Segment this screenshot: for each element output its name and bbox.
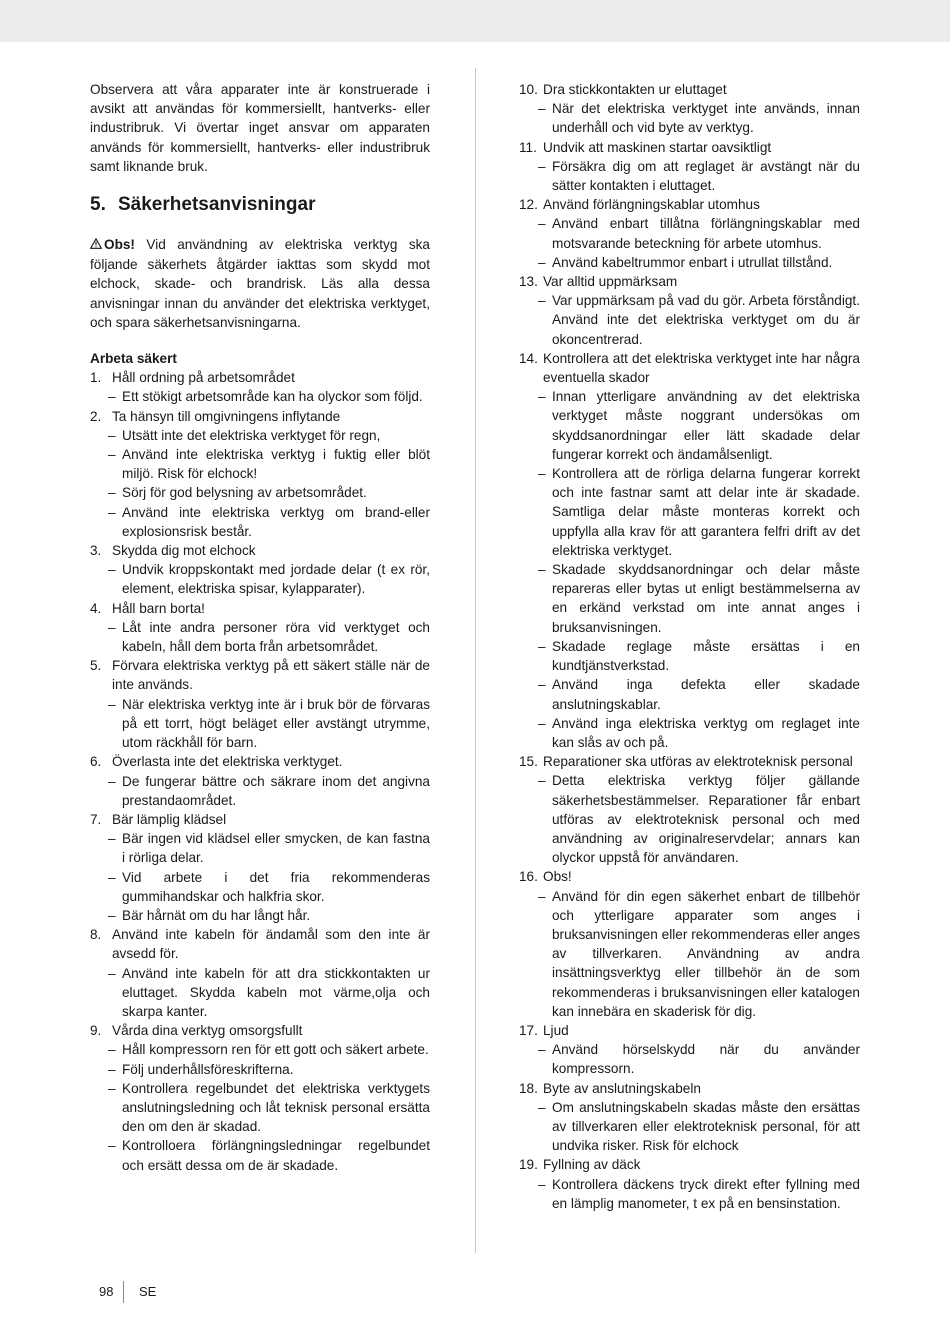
dash-marker: – [538,773,546,789]
item-number: 17. [519,1022,538,1038]
dash-marker: – [108,1061,116,1077]
bullet-item [519,675,860,713]
bullet-text: Använd enbart tillåtna förlängningskablar med motsvarande beteckning för arbete utomhus. [552,216,860,251]
list-item [90,368,430,406]
left-numbered-list [90,368,430,1175]
list-item [90,925,430,1021]
item-number: 8. [90,927,102,943]
bullet-item [519,291,860,349]
list-item [90,541,430,599]
dash-marker: – [538,293,546,309]
dash-marker: – [108,504,116,520]
bullet-list [519,157,860,195]
item-number: 7. [90,811,102,827]
item-title-text: Skydda dig mot elchock [112,543,256,559]
dash-marker: – [538,466,546,482]
bullet-text: Innan ytterligare användning av det elektriska verktyget måste noggrant undersökas om skyddsanordningar eller lätt skadade delar fungerar korrekt och ändamålsenligt. [552,389,860,462]
bullet-text: Använd inte elektriska verktyg i fuktig eller blöt miljö. Risk för elchock! [122,447,430,482]
dash-marker: – [538,888,546,904]
list-item [519,752,860,867]
bullet-list [90,964,430,1022]
item-number: 5. [90,658,102,674]
bullet-list [519,771,860,867]
dash-marker: – [538,562,546,578]
item-title-text: Kontrollera att det elektriska verktyget inte har några eventuella skador [543,350,860,386]
left-column [90,80,430,1175]
bullet-item [90,560,430,598]
dash-marker: – [538,677,546,693]
dash-marker: – [538,1042,546,1058]
bullet-text: Kontrolloera förlängningsledningar regelbundet och ersätt dessa om de är skadade. [122,1138,430,1173]
item-number: 18. [519,1080,538,1096]
dash-marker: – [108,389,116,405]
item-title-text: Använd inte kabeln för ändamål som den inte är avsedd för. [112,927,430,962]
list-item [519,80,860,138]
list-item [90,599,430,657]
list-item [519,138,860,196]
item-title [519,138,860,157]
bullet-item [519,157,860,195]
item-title [90,925,430,963]
item-number: 4. [90,600,102,616]
item-title-text: Reparationer ska utföras av elektroteknisk personal [543,754,853,770]
dash-marker: – [538,1176,546,1192]
item-number: 19. [519,1157,538,1173]
bullet-text: Låt inte andra personer röra vid verktyget och kabeln, håll dem borta från arbetsområdet. [122,619,430,655]
item-number: 13. [519,274,538,290]
bullet-item [90,906,430,925]
bullet-item [519,1098,860,1156]
bullet-item [90,387,430,406]
item-number: 2. [90,408,102,424]
dash-marker: – [108,773,116,789]
dash-marker: – [108,869,116,885]
dash-marker: – [108,1042,116,1058]
item-number: 1. [90,370,102,386]
item-title [519,752,860,771]
bullet-item [519,1175,860,1213]
top-band [0,0,950,42]
item-number: 11. [519,139,537,155]
bullet-list [519,291,860,349]
dash-marker: – [108,562,116,578]
bullet-item [90,1040,430,1059]
bullet-text: Använd inga defekta eller skadade anslutningskablar. [552,677,860,712]
bullet-text: Bär hårnät om du har långt hår. [122,907,311,923]
item-number: 3. [90,543,102,559]
bullet-text: Undvik kroppskontakt med jordade delar (t ex rör, element, elektriska spisar, kylapparater). [122,562,430,597]
bullet-text: Följ underhållsföreskrifterna. [122,1061,294,1077]
item-number: 6. [90,754,102,770]
bullet-item [90,829,430,867]
bullet-text: Kontrollera däckens tryck direkt efter fyllning med en lämplig manometer, t ex på en bensinstation. [552,1176,860,1211]
dash-marker: – [108,447,116,463]
item-title [90,1021,430,1040]
bullet-text: Vid arbete i det fria rekommenderas gummihandskar och halkfria skor. [122,869,430,904]
dash-marker: – [108,1080,116,1096]
dash-marker: – [538,638,546,654]
item-title [519,80,860,99]
bullet-text: Kontrollera regelbundet det elektriska verktygets anslutningsledning och låt teknisk personal ersätta den om den är skadad. [122,1080,430,1135]
item-number: 12. [519,197,538,213]
list-item [519,195,860,272]
dash-marker: – [538,158,546,174]
bullet-text: De fungerar bättre och säkrare inom det angivna prestandaområdet. [122,773,430,808]
item-number: 10. [519,82,538,97]
bullet-item [90,868,430,906]
bullet-text: Var uppmärksam på vad du gör. Arbeta förståndigt. Använd inte det elektriska verktyget om du är okoncentrerad. [552,293,860,347]
bullet-item [519,214,860,252]
item-title [519,1155,860,1174]
warning-text: Vid användning av elektriska verktyg ska följande säkerhets åtgärder iakttas som skydd mot elchock, skade- och brandrisk. Läs alla dessa anvisningar innan du använder det elektriska verktyget, och spara säkerhetsanvisningarna. [90,237,430,330]
dash-marker: – [108,427,116,443]
item-title-text: Obs! [543,869,572,885]
list-item [519,349,860,752]
bullet-text: Håll kompressorn ren för ett gott och säkert arbete. [122,1042,429,1058]
dash-marker: – [108,1138,116,1154]
item-title [519,1079,860,1098]
item-title-text: Var alltid uppmärksam [543,274,678,290]
bullet-text: Använd kabeltrummor enbart i utrullat tillstånd. [552,254,833,270]
bullet-text: Ett stökigt arbetsområde kan ha olyckor som följd. [122,389,423,405]
item-title [90,752,430,771]
dash-marker: – [538,1099,546,1115]
bullet-item [519,887,860,1021]
bullet-list [519,1098,860,1156]
warning-paragraph [90,235,430,332]
bullet-item [90,426,430,445]
dash-marker: – [538,101,546,117]
bullet-list [90,829,430,925]
item-title-text: Undvik att maskinen startar oavsiktligt [543,139,772,155]
section-heading [90,193,430,217]
item-title [90,541,430,560]
intro-paragraph: Observera att våra apparater inte är konstruerade i avsikt att användas för kommersiellt, hantverks- eller industribruk. Vi övertar inget ansvar om apparaten används för kommersiellt, hantverks- eller industribruk samt liknande bruk. [90,82,430,174]
list-item [519,1021,860,1079]
item-title-text: Håll barn borta! [112,600,205,616]
dash-marker: – [538,389,546,405]
dash-marker: – [108,619,116,635]
bullet-item [90,618,430,656]
list-item [519,1079,860,1156]
bullet-item [519,771,860,867]
item-title-text: Fyllning av däck [543,1157,641,1173]
bullet-list [90,1040,430,1174]
bullet-item [519,637,860,675]
footer-separator [123,1281,124,1303]
bullet-item [519,464,860,560]
bullet-list [519,387,860,752]
bullet-list [90,695,430,753]
bullet-list [90,618,430,656]
bullet-text: Använd inte kabeln för att dra stickkontakten ur eluttaget. Skydda kabeln mot värme,olja och skarpa kanter. [122,965,430,1019]
bullet-text: Detta elektriska verktyg följer gällande säkerhetsbestämmelser. Reparationer får enbart utföras av elektroteknisk personal och med användning av originalreservdelar; annars kan olyckor uppstå för användaren. [552,773,860,866]
bullet-item [90,1060,430,1079]
bullet-text: När elektriska verktyg inte är i bruk bör de förvaras på ett torrt, högt beläget eller avstängt utrymme, utom räckhåll för barn. [122,696,430,751]
item-title [519,1021,860,1040]
list-item [519,867,860,1021]
item-title [90,810,430,829]
item-title-text: Håll ordning på arbetsområdet [112,370,295,386]
bullet-item [90,1079,430,1137]
list-item [90,407,430,541]
bullet-text: Kontrollera att de rörliga delarna fungerar korrekt och inte fastnar samt att delar inte är skadade. Samtliga delar måste monteras korrekt och uppfylla alla krav för att garantera felfri drift av det elektriska verktyget. [552,466,860,558]
dash-marker: – [108,831,116,847]
subheading-work-safely: Arbeta säkert [90,351,177,367]
dash-marker: – [108,965,116,981]
bullet-text: Använd för din egen säkerhet enbart de tillbehör och ytterligare apparater som anges i bruksanvisningen eller rekommenderas eller anges av tillverkaren. Användning av andra insättningsverktyg eller tillbehör än de som rekommenderas i bruksanvisningen eller katalogen kan innebära en skaderisk för dig. [552,888,860,1019]
item-title-text: Ljud [543,1022,569,1038]
bullet-text: Skadade skyddsanordningar och delar måste repareras eller bytas ut enligt bestämmelserna av en erkänd verkstad om inte annat anges i bruksanvisningen. [552,562,860,635]
bullet-text: Använd inga elektriska verktyg om reglaget inte kan slås av och på. [552,715,860,750]
bullet-text: Använd hörselskydd när du använder kompressorn. [552,1042,860,1077]
bullet-list [519,99,860,137]
bullet-list [519,1040,860,1078]
bullet-list [90,772,430,810]
bullet-item [519,253,860,272]
page-number: 98 [99,1284,114,1299]
item-title-text: Ta hänsyn till omgivningens inflytande [112,408,341,424]
bullet-list [90,426,430,541]
bullet-list [519,887,860,1021]
section-title: Säkerhetsanvisningar [118,194,316,216]
item-number: 15. [519,754,538,770]
right-column [519,80,860,1213]
bullet-item [519,99,860,137]
bullet-item [519,560,860,637]
list-item [90,752,430,810]
column-divider [475,68,476,1253]
list-item [90,810,430,925]
bullet-item [90,964,430,1022]
bullet-text: Använd inte elektriska verktyg om brand-eller explosionsrisk består. [122,504,430,539]
item-title-text: Överlasta inte det elektriska verktyget. [112,754,343,770]
bullet-item [90,445,430,483]
bullet-text: Bär ingen vid klädsel eller smycken, de kan fastna i rörliga delar. [122,831,430,866]
item-number: 14. [519,350,538,366]
item-title [519,272,860,291]
dash-marker: – [538,216,546,232]
warning-triangle-icon [90,236,102,255]
dash-marker: – [108,907,116,923]
bullet-text: Om anslutningskabeln skadas måste den ersättas av tillverkaren eller elektroteknisk personal, för att undvika risker. Risk för elchock [552,1099,860,1154]
item-title-text: Dra stickkontakten ur eluttaget [543,82,727,97]
item-title-text: Förvara elektriska verktyg på ett säkert ställe när de inte används. [112,658,430,693]
bullet-item [90,503,430,541]
item-title [519,867,860,886]
bullet-item [90,695,430,753]
item-title-text: Använd förlängningskablar utomhus [543,197,760,213]
bullet-text: Skadade reglage måste ersättas i en kundtjänstverkstad. [552,638,860,674]
list-item [519,1155,860,1213]
item-title-text: Vårda dina verktyg omsorgsfullt [112,1023,303,1039]
item-title [519,195,860,214]
list-item [90,656,430,752]
dash-marker: – [538,715,546,731]
warning-label: Obs! [104,237,135,253]
item-title [90,368,430,387]
dash-marker: – [538,254,546,270]
bullet-list [90,387,430,406]
bullet-list [519,1175,860,1213]
bullet-list [519,214,860,272]
list-item [519,272,860,349]
dash-marker: – [108,485,116,501]
bullet-item [90,772,430,810]
item-number: 16. [519,869,538,885]
bullet-text: Försäkra dig om att reglaget är avstängt när du sätter kontakten i eluttaget. [552,158,860,194]
bullet-item [519,387,860,464]
item-title [90,599,430,618]
list-item [90,1021,430,1175]
item-title-text: Byte av anslutningskabeln [543,1080,701,1096]
item-number: 9. [90,1023,102,1039]
dash-marker: – [108,696,116,712]
bullet-text: Utsätt inte det elektriska verktyget för regn, [122,427,381,443]
item-title [519,349,860,387]
item-title [90,407,430,426]
bullet-item [519,1040,860,1078]
item-title-text: Bär lämplig klädsel [112,811,227,827]
bullet-text: Sörj för god belysning av arbetsområdet. [122,485,367,501]
section-number: 5. [90,194,106,216]
item-title [90,656,430,694]
bullet-item [519,714,860,752]
bullet-list [90,560,430,598]
right-numbered-list [519,80,860,1213]
language-code: SE [139,1284,157,1299]
bullet-text: När det elektriska verktyget inte används, innan underhåll och vid byte av verktyg. [552,101,860,136]
bullet-item [90,483,430,502]
bullet-item [90,1136,430,1174]
